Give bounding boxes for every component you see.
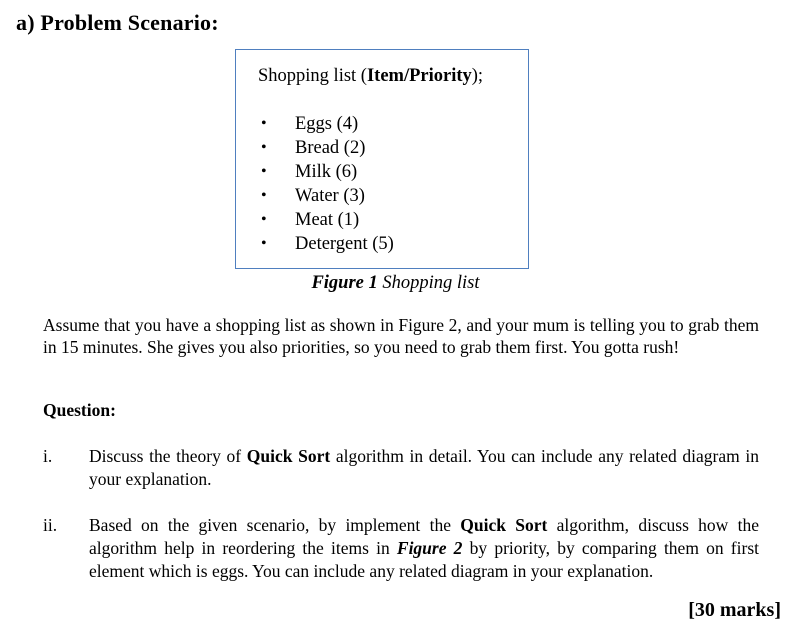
bullet-icon: • [261,187,267,204]
question-label: Question: [43,400,116,420]
marks-label: [30 marks] [688,599,781,621]
list-item: • Milk (6) [261,162,358,182]
list-item: • Meat (1) [261,210,360,230]
figure-caption: Figure 1 Shopping list [311,273,480,293]
bullet-icon: • [261,139,267,156]
bullet-icon: • [261,115,267,132]
list-item: • Water (3) [261,186,365,206]
figure-title: Shopping list (Item/Priority); [258,66,484,86]
figure-box [235,49,529,269]
section-heading: a) Problem Scenario: [16,10,219,35]
item-number: ii. [43,515,58,535]
item-text: Based on the given scenario, by implement the Quick Sort algorithm, discuss how the algorithm help in reordering the items in Figure 2 by priority, by comparing them on first element which is eggs. You can include any related diagram in your explanation. [89,515,759,581]
list-item: • Eggs (4) [261,114,359,134]
question-item-1 [43,445,759,491]
bullet-icon: • [261,235,267,252]
shopping-list [236,112,394,256]
bullet-icon: • [261,163,267,180]
question-item-2 [43,514,759,583]
bullet-icon: • [261,211,267,228]
scenario-paragraph: Assume that you have a shopping list as shown in Figure 2, and your mum is telling you to grab them in 15 minutes. She gives you also priorities, so you need to grab them first. You gotta rush! [43,315,759,357]
list-item: • Detergent (5) [261,234,394,254]
item-number: i. [43,446,53,466]
item-text: Discuss the theory of Quick Sort algorithm in detail. You can include any related diagram in your explanation. [89,446,759,489]
list-item: • Bread (2) [261,138,366,158]
